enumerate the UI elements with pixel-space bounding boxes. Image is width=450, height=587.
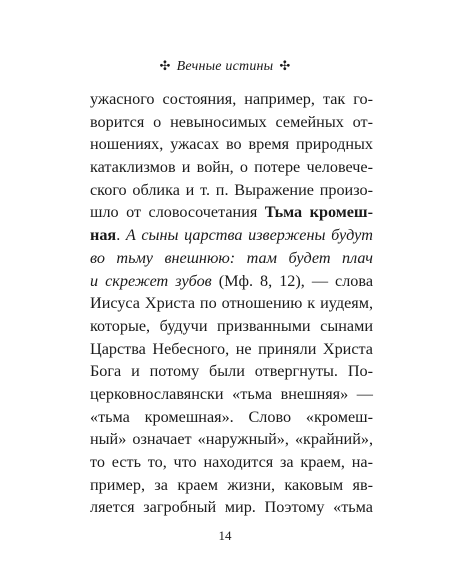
ornament-left-icon: ✣: [159, 58, 171, 73]
bold-phrase: ная: [90, 226, 117, 245]
text-line: [90, 270, 373, 293]
text-run: церковнославянски «тьма внешняя» —: [90, 384, 373, 403]
ornament-right-icon: ✣: [279, 58, 291, 73]
text-line: [90, 338, 373, 361]
text-line: [90, 360, 373, 383]
text-line: [90, 156, 373, 179]
text-line: [90, 88, 373, 111]
text-run: «тьма кромешная». Слово «кромеш-: [90, 407, 373, 426]
text-line: [90, 247, 373, 270]
text-run: Бога и потому были отвергнуты. По-: [90, 362, 373, 381]
text-line: [90, 133, 373, 156]
text-line: [90, 111, 373, 134]
text-run: ворится о невыносимых семейных от-: [90, 112, 373, 131]
text-run: (Мф. 8, 12), — слова: [211, 271, 374, 290]
page-number: 14: [218, 528, 232, 543]
bold-phrase: Тьма кромеш-: [264, 203, 373, 222]
italic-quote: во тьму внешнюю: там будет плач: [90, 248, 373, 267]
text-run: ужасного состояния, например, так го-: [90, 90, 373, 108]
text-run: ского облика и т. п. Выражение произо-: [90, 180, 373, 199]
text-run: ношениях, ужасах во время природных: [90, 135, 373, 154]
text-run: пример, за краем жизни, каковым яв-: [90, 475, 373, 494]
text-run: катаклизмов и войн, о потере человече-: [90, 158, 373, 177]
text-line: [90, 201, 373, 224]
text-line: [90, 383, 373, 406]
text-line: [90, 451, 373, 474]
text-run: .: [116, 226, 126, 245]
italic-quote: и скрежет зубов: [90, 271, 212, 290]
text-run: которые, будучи призванными сынами: [90, 316, 373, 335]
italic-quote: А сыны царства извержены будут: [125, 226, 373, 245]
text-run: шло от словосочетания: [90, 203, 265, 222]
text-line: [90, 474, 373, 497]
text-line: [90, 496, 373, 519]
text-line: [90, 315, 373, 338]
text-run: то есть то, что находится за краем, на-: [90, 453, 373, 471]
text-line: [90, 406, 373, 429]
text-run: Царства Небесного, не приняли Христа: [90, 339, 373, 358]
text-line: [90, 179, 373, 202]
text-run: ляется загробный мир. Поэтому «тьма: [90, 498, 373, 517]
text-line: [90, 428, 373, 451]
text-line: [90, 292, 373, 315]
body-text: [90, 88, 373, 519]
text-run: ный» означает «наружный», «крайний»,: [90, 430, 373, 449]
text-line: [90, 224, 373, 247]
text-run: Иисуса Христа по отношению к иудеям,: [90, 294, 373, 313]
running-head: [0, 58, 450, 75]
running-head-title: Вечные истины: [176, 59, 274, 74]
